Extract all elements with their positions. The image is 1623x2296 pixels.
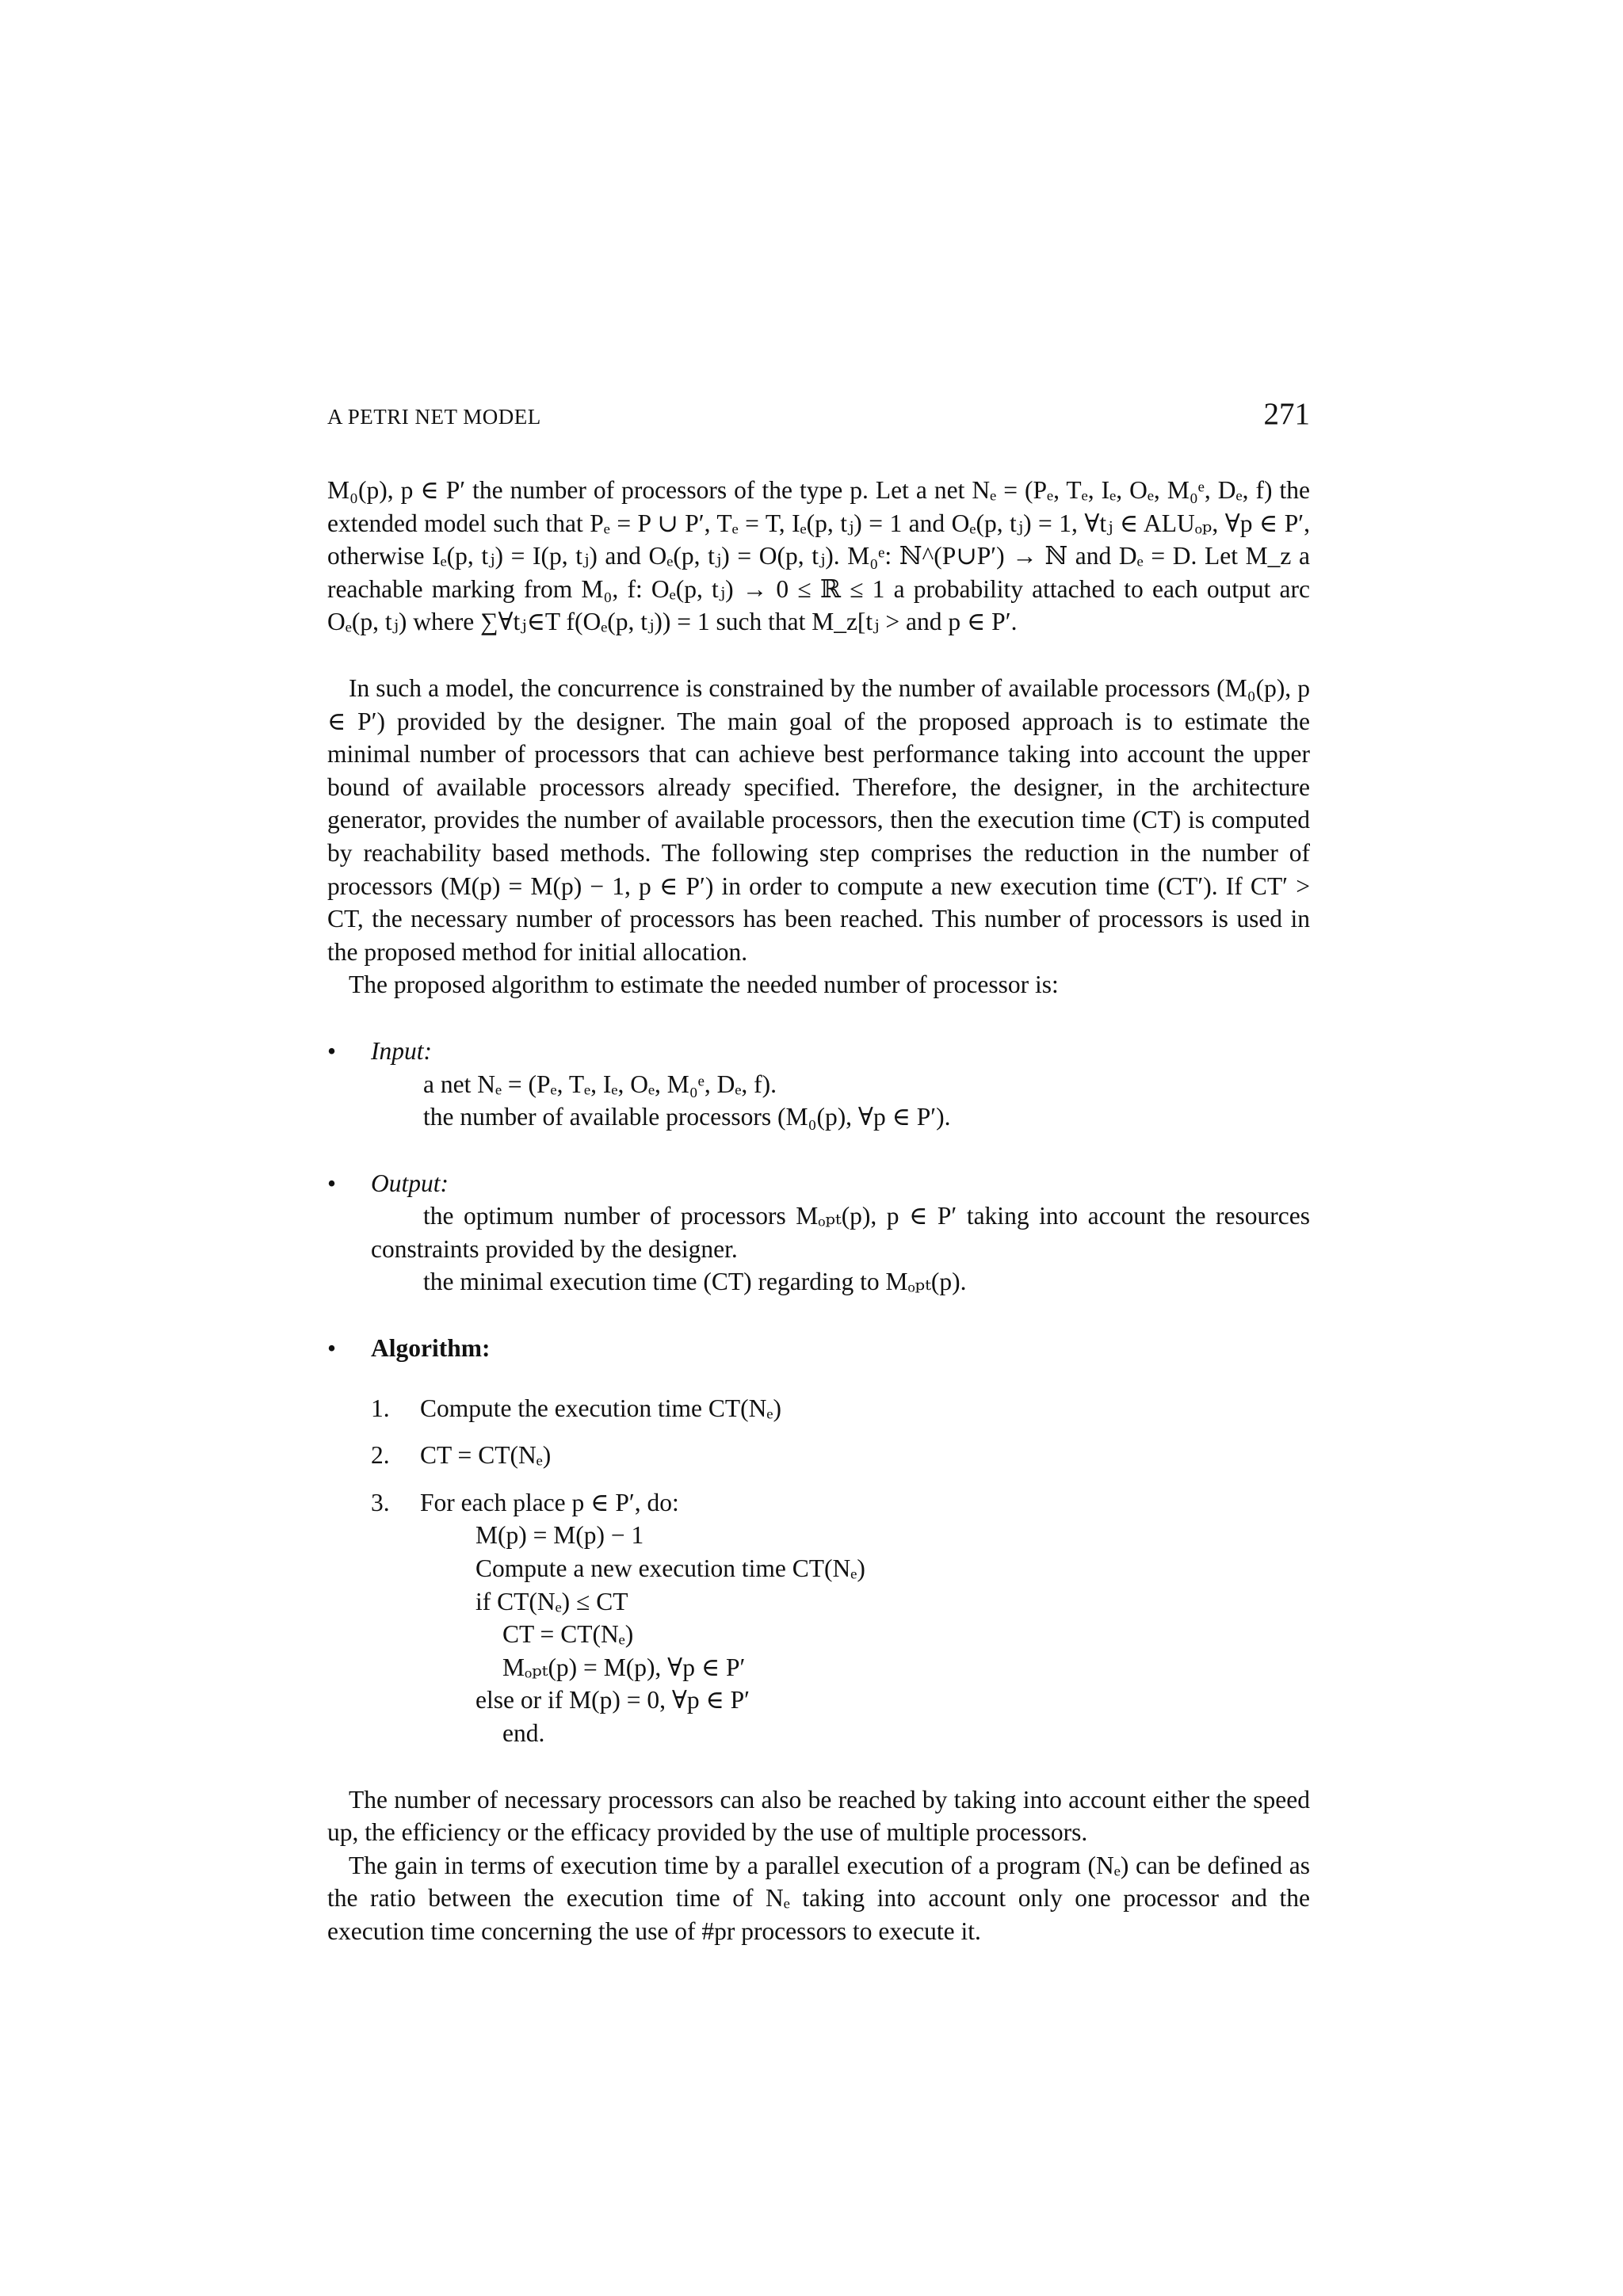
code-line: else or if M(p) = 0, ∀p ∈ P′ xyxy=(475,1686,750,1714)
algorithm-steps xyxy=(371,1392,1310,1750)
algorithm-label: Algorithm: xyxy=(371,1334,491,1363)
page-body xyxy=(327,474,1310,1948)
input-line-processors: the number of available processors (M₀(p), ∀p ∈ P′). xyxy=(423,1103,951,1131)
input-label: Input: xyxy=(371,1036,432,1065)
output-line-optimum: the optimum number of processors Mₒₚₜ(p), p ∈ P′ taking into account the resources constraints provided by the designer. xyxy=(371,1202,1310,1263)
algorithm-step: 3. For each place p ∈ P′, do: xyxy=(371,1488,679,1516)
input-line-net: a net Nₑ = (Pₑ, Tₑ, Iₑ, Oₑ, M₀ᵉ, Dₑ, f). xyxy=(423,1070,777,1098)
code-line: M(p) = M(p) − 1 xyxy=(475,1521,644,1550)
page-header xyxy=(327,396,1310,444)
output-bullet xyxy=(327,1167,1310,1299)
algorithm-bullet xyxy=(327,1332,1310,1750)
output-line-time: the minimal execution time (CT) regarding to Mₒₚₜ(p). xyxy=(423,1268,967,1296)
paragraph-approach: In such a model, the concurrence is constrained by the number of available processors (M₀(p), p ∈ P′) provided by the designer. The main goal of the proposed approach is to estimate the minimal number of processors that can achieve best performance taking into account the upper bound of available processors already specified. Therefore, the designer, in the architecture generator, provides the number of available processors, then the execution time (CT) is computed by reachability based methods. The following step comprises the reduction in the number of processors (M(p) = M(p) − 1, p ∈ P′) in order to compute a new execution time (CT′). If CT′ > CT, the necessary number of processors has been reached. This number of processors is used in the proposed method for initial allocation. xyxy=(327,673,1310,966)
paragraph-speedup: The number of necessary processors can also be reached by taking into account either the speed up, the efficiency or the efficacy provided by the use of multiple processors. xyxy=(327,1785,1310,1847)
page xyxy=(327,396,1310,1948)
bullet-dot: • xyxy=(327,1036,337,1065)
algorithm-loop-body xyxy=(371,1519,1310,1749)
running-head: A PETRI NET MODEL xyxy=(327,405,541,429)
paragraph-gain: The gain in terms of execution time by a parallel execution of a program (Nₑ) can be defined as the ratio between the execution time of Nₑ taking into account only one processor and the execution time concerning the use of #pr processors to execute it. xyxy=(327,1851,1310,1945)
code-line: CT = CT(Nₑ) xyxy=(502,1620,634,1649)
bullet-dot: • xyxy=(327,1169,337,1197)
paragraph-definition: M₀(p), p ∈ P′ the number of processors of the type p. Let a net Nₑ = (Pₑ, Tₑ, Iₑ, Oₑ, M₀ᵉ, Dₑ, f) the extended model such that Pₑ = P ∪ P′, Tₑ = T, Iₑ(p, tⱼ) = 1 and Oₑ(p, tⱼ) = 1, ∀tⱼ ∈ ALUₒₚ, ∀p ∈ P′, otherwise Iₑ(p, tⱼ) = I(p, tⱼ) and Oₑ(p, tⱼ) = O(p, tⱼ). M₀ᵉ: ℕ^(P∪P′) → ℕ and Dₑ = D. Let M_z a reachable marking from M₀, f: Oₑ(p, tⱼ) → 0 ≤ ℝ ≤ 1 a probability attached to each output arc Oₑ(p, tⱼ) where ∑∀tⱼ∈T f(Oₑ(p, tⱼ)) = 1 such that M_z[tⱼ > and p ∈ P′. xyxy=(327,476,1310,636)
input-bullet xyxy=(327,1035,1310,1134)
algorithm-step: 1. Compute the execution time CT(Nₑ) xyxy=(371,1394,781,1422)
algorithm-step: 2. CT = CT(Nₑ) xyxy=(371,1441,552,1470)
code-line: Compute a new execution time CT(Nₑ) xyxy=(475,1554,865,1583)
code-line: end. xyxy=(502,1719,545,1747)
code-line: if CT(Nₑ) ≤ CT xyxy=(475,1587,628,1615)
page-number: 271 xyxy=(1263,397,1310,431)
bullet-dot: • xyxy=(327,1334,337,1363)
paragraph-algorithm-intro: The proposed algorithm to estimate the needed number of processor is: xyxy=(349,971,1059,999)
code-line: Mₒₚₜ(p) = M(p), ∀p ∈ P′ xyxy=(502,1653,746,1681)
output-label: Output: xyxy=(371,1169,449,1197)
